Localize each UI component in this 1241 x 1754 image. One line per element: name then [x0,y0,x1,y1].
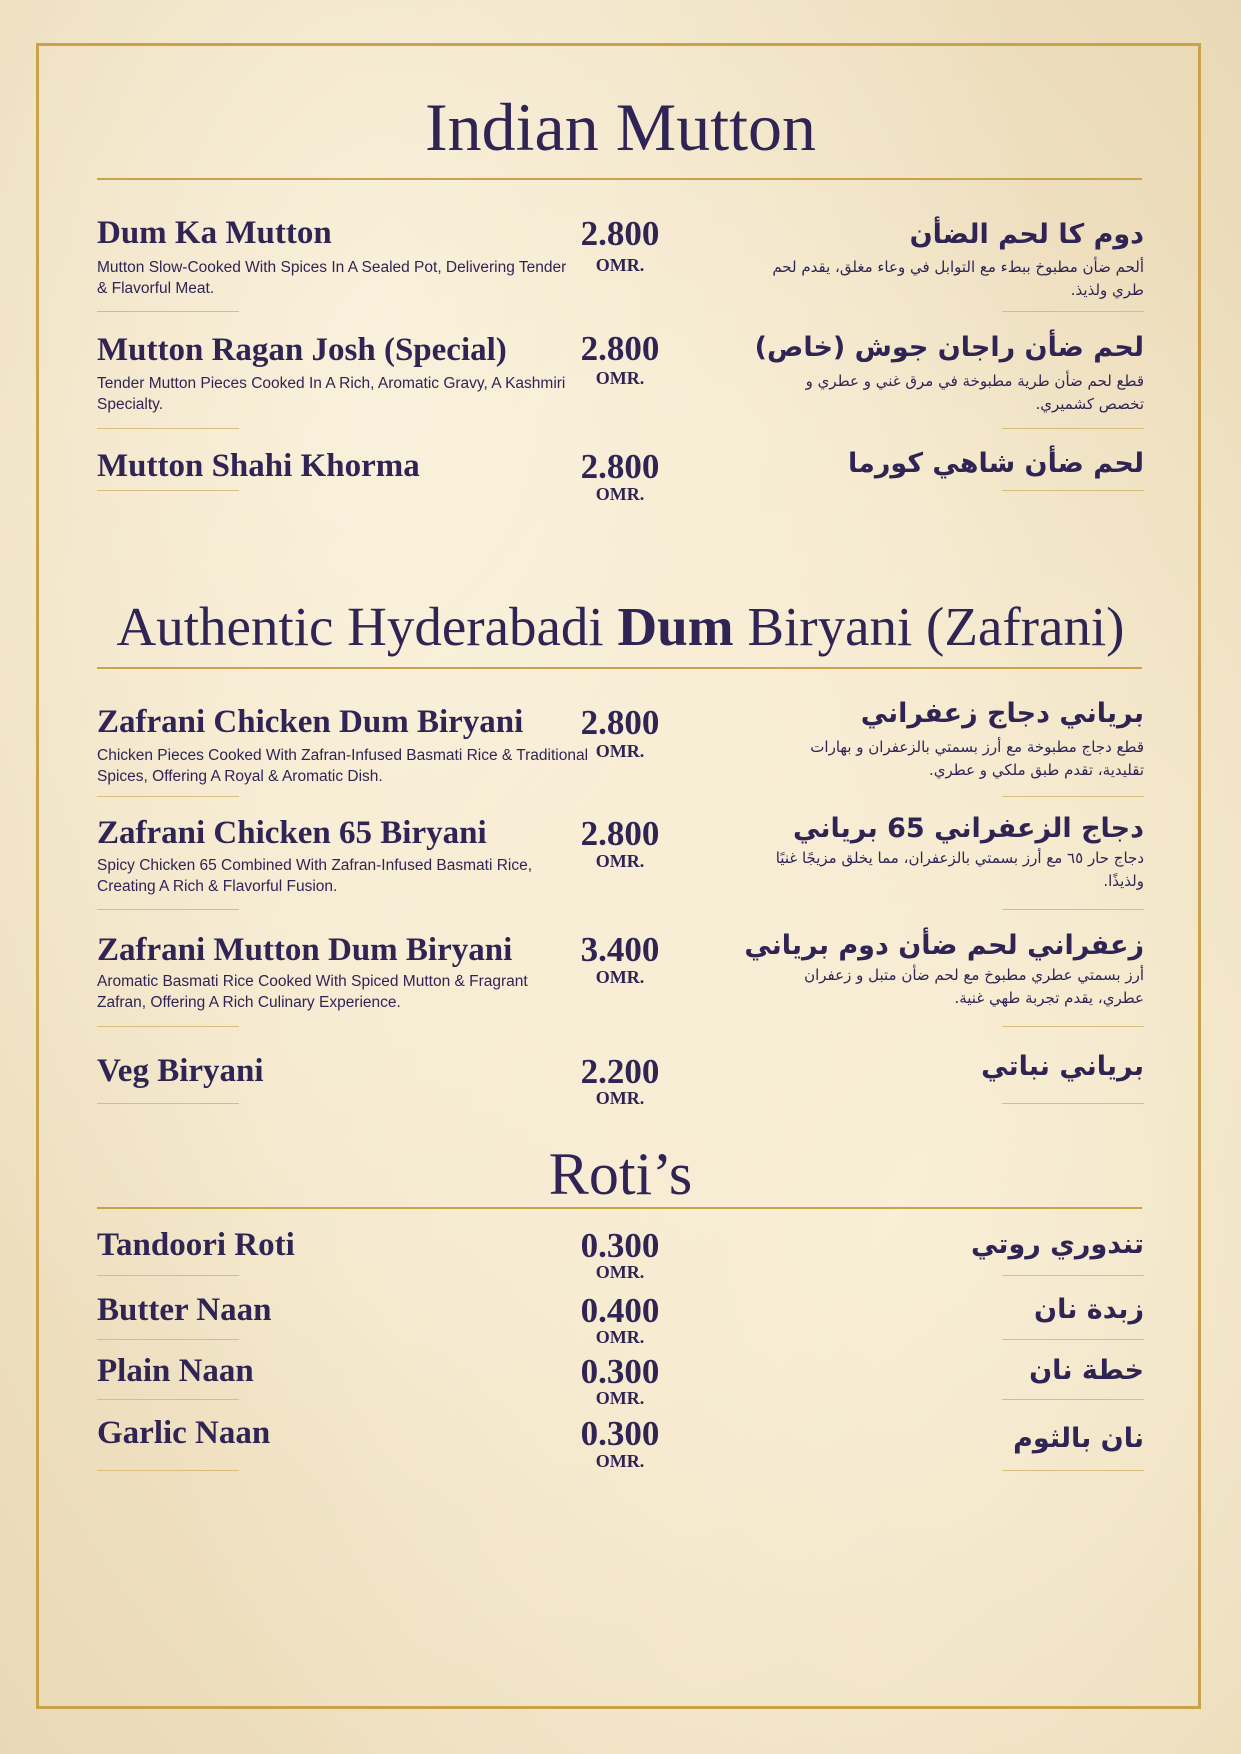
item-name-arabic: برياني دجاج زعفراني [860,698,1144,729]
item-description: Tender Mutton Pieces Cooked In A Rich, Aromatic Gravy, A Kashmiri Specialty. [97,375,566,413]
item-underline-arabic [1002,1339,1144,1340]
section-title-biryani [0,595,1241,658]
item-underline-arabic [1002,490,1144,491]
item-currency: OMR. [595,1388,645,1408]
item-description: Aromatic Basmati Rice Cooked With Spiced Mutton & Fragrant Zafran, Offering A Rich Culinary Experience. [97,973,528,1011]
item-description: Mutton Slow-Cooked With Spices In A Sealed Pot, Delivering Tender & Flavorful Meat. [97,259,567,297]
item-underline [97,1026,239,1027]
item-price: 0.400 [580,1291,660,1330]
item-underline [97,1470,239,1471]
item-name: Tandoori Roti [97,1227,295,1263]
title-part: Biryani (Zafrani) [747,596,1125,657]
item-underline-arabic [1002,1275,1144,1276]
section-rule-mutton [97,178,1142,180]
item-price: 2.800 [580,814,660,853]
item-description: Chicken Pieces Cooked With Zafran-Infused Basmati Rice & Traditional Spices, Offering A Royal & Aromatic Dish. [97,747,589,785]
item-name: Garlic Naan [97,1415,271,1451]
item-name: Dum Ka Mutton [97,215,332,251]
item-description-arabic: دجاج حار ٦٥ مع أرز بسمتي بالزعفران، مما يخلق مزيجًا غنيًا ولذيذًا. [775,849,1144,890]
item-underline-arabic [1002,1399,1144,1400]
item-description-arabic: قطع لحم ضأن طرية مطبوخة في مرق غني و عطري و تخصص كشميري. [805,372,1144,413]
item-name-arabic: برياني نباتي [981,1051,1144,1082]
item-currency: OMR. [595,1451,645,1471]
item-price: 2.200 [580,1052,660,1091]
item-underline-arabic [1002,311,1144,312]
item-underline-arabic [1002,1470,1144,1471]
section-rule-roti [97,1207,1142,1209]
item-description-arabic: قطع دجاج مطبوخة مع أرز بسمتي بالزعفران و بهارات تقليدية، تقدم طبق ملكي و عطري. [810,738,1144,779]
item-currency: OMR. [595,255,645,275]
item-description-arabic: ألحم ضأن مطبوخ ببطء مع التوابل في وعاء مغلق، يقدم لحم طري ولذيذ. [772,258,1144,299]
item-underline [97,1103,239,1104]
section-rule-biryani [97,667,1142,669]
item-currency: OMR. [595,967,645,987]
item-currency: OMR. [595,1327,645,1347]
item-underline [97,1399,239,1400]
item-underline [97,1339,239,1340]
item-name: Mutton Ragan Josh (Special) [97,332,507,368]
item-underline [97,490,239,491]
item-name-arabic: نان بالثوم [1013,1423,1144,1454]
item-underline-arabic [1002,428,1144,429]
title-part: Authentic Hyderabadi [116,596,604,657]
item-underline-arabic [1002,1103,1144,1104]
item-name-arabic: دجاج الزعفراني 65 برياني [793,813,1144,844]
item-currency: OMR. [595,741,645,761]
item-underline [97,311,239,312]
item-underline-arabic [1002,796,1144,797]
item-currency: OMR. [595,1088,645,1108]
item-price: 0.300 [580,1226,660,1265]
item-underline [97,796,239,797]
item-name: Mutton Shahi Khorma [97,448,420,484]
item-price: 2.800 [580,329,660,368]
item-name-arabic: لحم ضأن شاهي كورما [848,448,1144,479]
item-currency: OMR. [595,851,645,871]
item-currency: OMR. [595,1262,645,1282]
item-price: 2.800 [580,447,660,486]
item-name: Zafrani Chicken 65 Biryani [97,815,487,851]
item-currency: OMR. [595,484,645,504]
item-underline-arabic [1002,1026,1144,1027]
item-description-arabic: أرز بسمتي عطري مطبوخ مع لحم ضأن متبل و زعفران عطري، يقدم تجربة طهي غنية. [804,966,1144,1007]
section-title-mutton: Indian Mutton [425,89,816,165]
item-price: 0.300 [580,1414,660,1453]
item-price: 2.800 [580,214,660,253]
item-name: Zafrani Chicken Dum Biryani [97,704,524,740]
item-name: Plain Naan [97,1353,254,1389]
item-underline [97,1275,239,1276]
item-description: Spicy Chicken 65 Combined With Zafran-Infused Basmati Rice, Creating A Rich & Flavorful Fusion. [97,857,533,895]
item-name-arabic: دوم كا لحم الضأن [909,219,1144,250]
item-name: Butter Naan [97,1292,272,1328]
item-name-arabic: خطة نان [1029,1355,1144,1386]
item-name-arabic: لحم ضأن راجان جوش (خاص) [754,332,1144,363]
item-price: 3.400 [580,930,660,969]
item-underline-arabic [1002,909,1144,910]
item-currency: OMR. [595,368,645,388]
item-underline [97,428,239,429]
title-part-bold: Dum [617,596,734,657]
item-price: 2.800 [580,703,660,742]
item-price: 0.300 [580,1352,660,1391]
item-name-arabic: زعفراني لحم ضأن دوم برياني [744,930,1144,961]
section-title-roti: Roti’s [548,1141,693,1207]
item-name-arabic: تندوري روتي [970,1229,1144,1260]
item-name-arabic: زبدة نان [1034,1294,1144,1325]
item-underline [97,909,239,910]
item-name: Veg Biryani [97,1053,264,1089]
item-name: Zafrani Mutton Dum Biryani [97,932,513,968]
